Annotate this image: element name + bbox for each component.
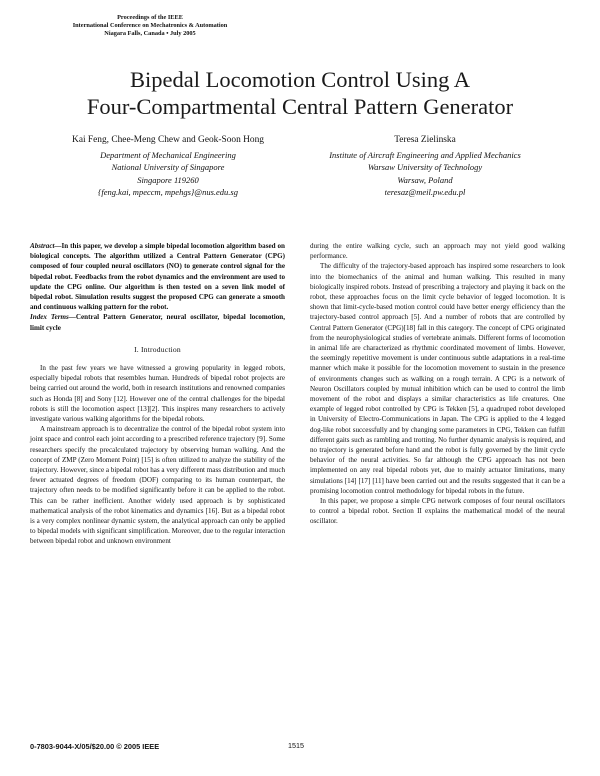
author-univ-left: National University of Singapore <box>111 162 225 173</box>
author-univ-right: Warsaw University of Technology <box>367 162 483 173</box>
title-line-2: Four-Compartmental Central Pattern Generator <box>86 94 514 119</box>
paper-title <box>0 66 600 120</box>
abstract <box>30 241 285 312</box>
copyright-footer: 0-7803-9044-X/05/$20.00 © 2005 IEEE <box>30 742 160 751</box>
abstract-label: Abstract— <box>30 242 62 250</box>
author-names-right: Teresa Zielinska <box>394 135 456 145</box>
proceedings-header <box>30 14 270 39</box>
intro-paragraph-4: The difficulty of the trajectory-based approach has inspired some researchers to look into the biomechanics of the animal and human walking. This resulted in many biologically inspired robots. Instead of prescribing a trajectory and playing it back on the robot, these approaches focus on the limit cycle behavior of legged locomotion. It is shown that limit-cycle-based motion control could have better energy efficiency than the trajectory-based control approach [5]. And a number of robots that are controlled by Central Pattern Generator (CPG)[18] fall in this category. The concept of CPG originated from the neurophysiological studies of vertebrate animals. Different forms of locomotion in animal life are characterized as rhythmic coordinated movement of limbs. However, the seemingly repetitive movement is under continuous subtle adaptations in a real-time manner which make it possible for the locomotion movement to sustain in the presence of environments changes such as walking on a rough terrain. A CPG is a network of Neuron Oscillators coupled by mutual inhibition which can be used to control the limb movement of the robot and displays a similar characteristics as life creatures. One example of legged robot controlled by CPG is Tekken [5], a quadruped robot developed in University of Electro-Communications in Japan. The CPG is applied to the 4 legged dog-like robot successfully and by changing some parameters in CPG, Tekken can fulfill different gaits such as rambling and trotting. No further dynamic analysis is required, and no trajectory is generated before hand and the robot is fully governed by the limit cycle behavior of the neural activities. So far although the CPG approach has not been implemented on any real bipedal robots yet, due to mainly actuator limitations, many simulations [14] [17] [11] have been carried out and the results suggested that it can be a promising locomotion control methodology for bipedal robots in the future. <box>310 262 565 495</box>
author-names-left: Kai Feng, Chee-Meng Chew and Geok-Soon Hong <box>72 135 264 145</box>
left-column <box>30 241 285 547</box>
right-column <box>310 241 565 527</box>
intro-paragraph-5: In this paper, we propose a simple CPG network composes of four neural oscillators to control a bipedal robot. Section II explains the mathematical model of the neural oscillator. <box>310 497 565 526</box>
intro-paragraph-2: A mainstream approach is to decentralize the control of the bipedal robot system into joint space and control each joint according to a prescribed reference trajectory [9]. Some researchers specify the precalculated trajectory by observing human walking. And the concept of ZMP (Zero Moment Point) [15] is often utilized to analyze the stability of the trajectory. However, since a bipedal robot has a very different mass distribution and much fewer actuated degrees of freedom (DOF) comparing to its human counterpart, the trajectory often needs to be modified significantly before it can be applied to the robot. This can be rather inefficient. Another widely used approach is by sophisticated mathematical analysis of the robot kinematics and dynamics [16]. But as a bipedal robot is a very complex nonlinear dynamic system, the analytical approach can only be applied to bipedal models with significant simplification. Moreover, due to the regular interaction between bipedal robot and unknown environment <box>30 425 286 546</box>
intro-paragraph-3: during the entire walking cycle, such an approach may not yield good walking performance. <box>310 242 565 261</box>
author-block-left <box>58 134 278 198</box>
section-heading-introduction: I. Introduction <box>134 344 181 354</box>
author-dept-left: Department of Mechanical Engineering <box>100 150 236 161</box>
author-dept-right: Institute of Aircraft Engineering and Applied Mechanics <box>329 150 521 161</box>
author-city-left: Singapore 119260 <box>137 174 199 185</box>
proceedings-line-3: Niagara Falls, Canada • July 2005 <box>104 30 196 38</box>
index-terms-text: Central Pattern Generator, neural oscillator, bipedal locomotion, limit cycle <box>30 313 285 332</box>
index-terms-label: Index Terms— <box>30 313 76 322</box>
author-email-left: {feng.kai, mpeccm, mpehgs}@nus.edu.sg <box>98 186 238 197</box>
proceedings-line-1: Proceedings of the IEEE <box>117 14 183 21</box>
author-block-right <box>290 134 560 198</box>
author-city-right: Warsaw, Poland <box>397 174 453 185</box>
index-terms <box>30 312 285 332</box>
abstract-text: In this paper, we develop a simple bipedal locomotion algorithm based on biological concepts. The algorithm utilized a Central Pattern Generator (CPG) composed of four coupled neural oscillators (NO) to generate control signal for the bipedal robot. Feedbacks from the robot dynamics and the environment are used to update the CPG online. Our algorithm is then tested on a seven link model of bipedal robot. Simulation results suggest the proposed CPG can generate a smooth and continuous walking pattern for the robot. <box>30 242 285 312</box>
intro-paragraph-1: In the past few years we have witnessed a growing popularity in legged robots, especially bipedal robots that resembles human. Hundreds of bipedal robot projects are being carried out around the world, both in research institutions and renowned companies such as Honda [8] and Sony [12]. However one of the central challenges for the bipedal robots is still the locomotion aspect [13][2]. This inspires many researchers to actively investigate various walking algorithms for the bipedal robots. <box>30 364 285 424</box>
page-number: 1515 <box>288 741 304 750</box>
proceedings-line-2: International Conference on Mechatronics & Automation <box>72 22 228 30</box>
title-line-1: Bipedal Locomotion Control Using A <box>130 67 470 92</box>
author-email-right: teresaz@meil.pw.edu.pl <box>384 186 466 197</box>
